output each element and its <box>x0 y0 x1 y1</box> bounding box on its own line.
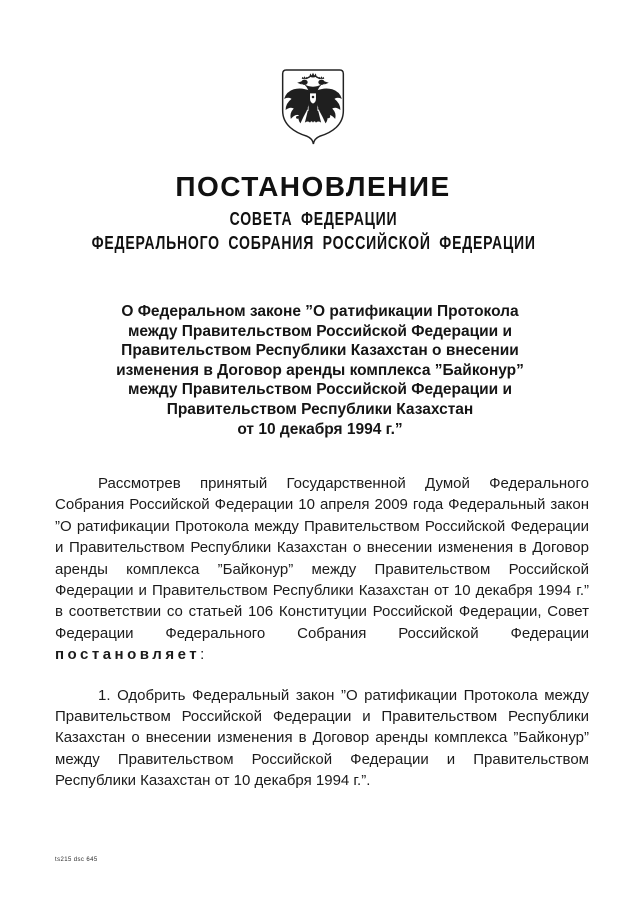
scan-code: ts215 dsc 645 <box>55 857 98 863</box>
resolves-colon: : <box>200 646 205 664</box>
subject-line: между Правительством Российской Федерации и <box>127 322 513 340</box>
subject-line: Правительством Республики Казахстан о внесении <box>121 342 519 360</box>
issuer-line-2 <box>0 233 628 254</box>
preamble-text: Рассмотрев принятый Государственной Думой Федерального Собрания Российской Федерации 10 апреля 2009 года Федеральный закон ”О ратификации Протокола между Правительством Российской Федерации и Правительством Республики Казахстан о внесении изменения в Договор аренды комплекса ”Байконур” между Правительством Российской Федерации и Правительством Республики Казахстан от 10 декабря 1994 г.” в соответствии со статьей 106 Конституции Российской Федерации, Совет Федерации Федерального Собрания Российской Федерации <box>55 475 589 642</box>
resolves-word: постановляет <box>55 646 201 664</box>
document-title: ПОСТАНОВЛЕНИЕ <box>175 171 451 202</box>
document-body <box>55 473 589 792</box>
coat-of-arms <box>276 66 350 154</box>
issuer-line-1 <box>0 209 628 230</box>
paragraph-preamble <box>55 473 589 666</box>
issuer-line-1-text: СОВЕТА ФЕДЕРАЦИИ <box>230 209 398 229</box>
issuer-line-2-text: ФЕДЕРАЛЬНОГО СОБРАНИЯ РОССИЙСКОЙ ФЕДЕРАЦИИ <box>91 233 537 253</box>
subject-line: изменения в Договор аренды комплекса ”Байконур” <box>116 361 524 379</box>
subject-line: Правительством Республики Казахстан <box>166 400 474 418</box>
russian-coat-of-arms-icon <box>276 66 350 154</box>
subject-line: О Федеральном законе ”О ратификации Протокола <box>121 303 519 320</box>
subject-heading <box>0 302 640 439</box>
subject-line: от 10 декабря 1994 г.” <box>237 420 403 438</box>
paragraph-item-1: 1. Одобрить Федеральный закон ”О ратификации Протокола между Правительством Российской Федерации и Правительством Республики Казахстан о внесении изменения в Договор аренды комплекса ”Байконур” между Правительством Российской Федерации и Правительством Республики Казахстан от 10 декабря 1994 г.”. <box>55 686 589 790</box>
subject-line: между Правительством Российской Федерации и <box>127 381 513 399</box>
